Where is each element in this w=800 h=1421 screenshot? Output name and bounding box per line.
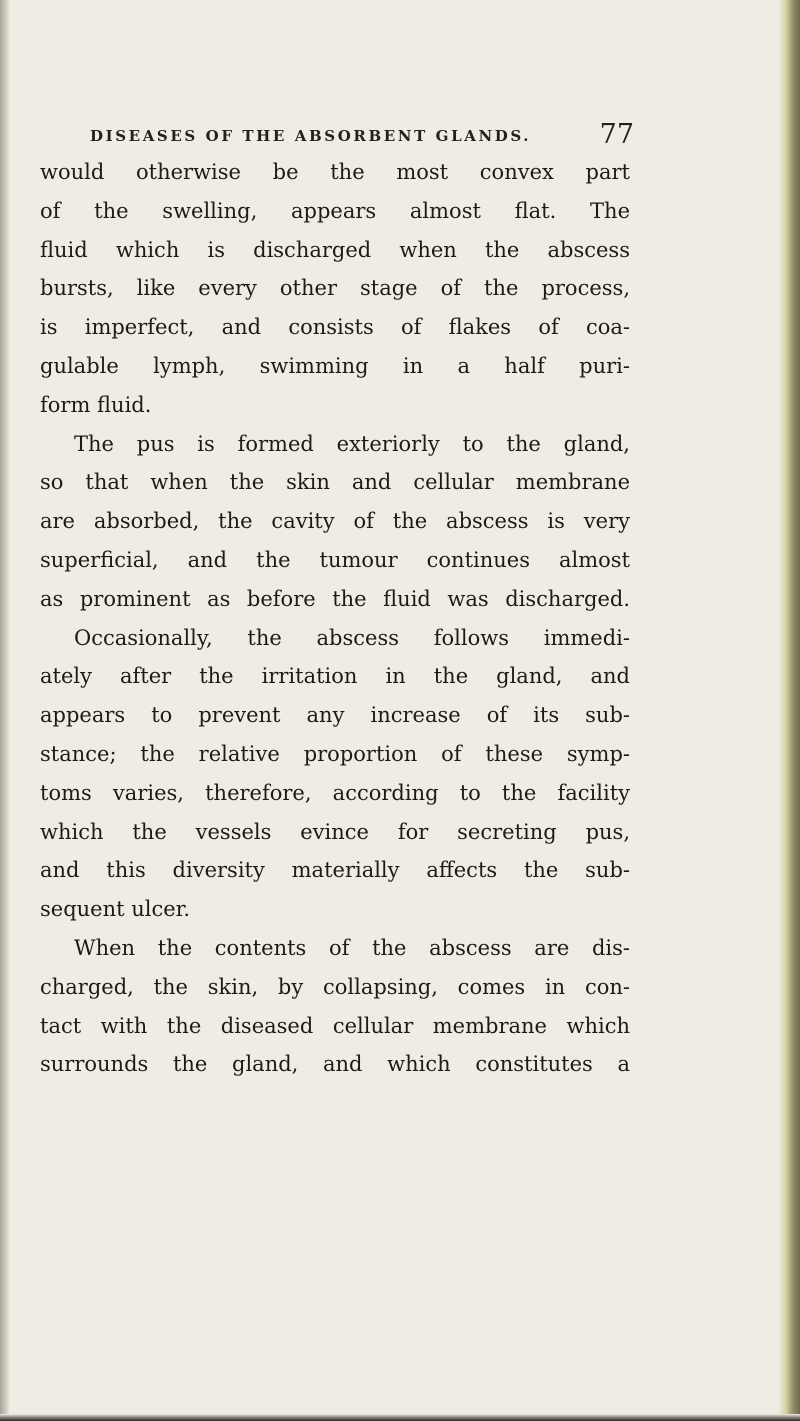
page-left-edge [0, 0, 10, 1421]
body-text [40, 153, 630, 1084]
text-line: fluid which is discharged when the abscess [40, 237, 630, 262]
text-line: sequent ulcer. [40, 897, 191, 922]
text-line: bursts, like every other stage of the process, [40, 276, 630, 301]
text-line: stance; the relative proportion of these symp- [40, 741, 630, 766]
text-line: form fluid. [40, 392, 152, 417]
running-head-title: DISEASES OF THE ABSORBENT GLANDS. [90, 127, 532, 145]
text-line: surrounds the gland, and which constitutes a [40, 1052, 630, 1077]
page-bottom-edge [0, 1414, 800, 1421]
text-line: are absorbed, the cavity of the abscess is very [40, 509, 630, 534]
text-line: ately after the irritation in the gland, and [40, 664, 630, 689]
text-line: The pus is formed exteriorly to the gland, [74, 431, 630, 456]
text-line: tact with the diseased cellular membrane which [40, 1013, 630, 1038]
text-line: Occasionally, the abscess follows immedi- [74, 625, 630, 650]
page-right-edge [778, 0, 800, 1421]
text-line: appears to prevent any increase of its sub- [40, 703, 630, 728]
page-number: 77 [599, 119, 634, 150]
text-line: would otherwise be the most convex part [40, 160, 630, 184]
text-line: as prominent as before the fluid was discharged. [40, 586, 630, 611]
text-line: is imperfect, and consists of flakes of coa- [40, 315, 630, 340]
text-line: gulable lymph, swimming in a half puri- [40, 353, 630, 378]
text-line: and this diversity materially affects the sub- [40, 858, 630, 883]
text-line: which the vessels evince for secreting pus, [40, 819, 630, 844]
text-line: toms varies, therefore, according to the facility [40, 780, 630, 805]
text-line: of the swelling, appears almost flat. The [40, 198, 630, 223]
running-head [90, 112, 634, 148]
text-line: When the contents of the abscess are dis- [74, 935, 630, 960]
text-line: superficial, and the tumour continues almost [40, 547, 630, 572]
text-line: so that when the skin and cellular membrane [40, 470, 630, 495]
text-line: charged, the skin, by collapsing, comes in con- [40, 974, 630, 999]
